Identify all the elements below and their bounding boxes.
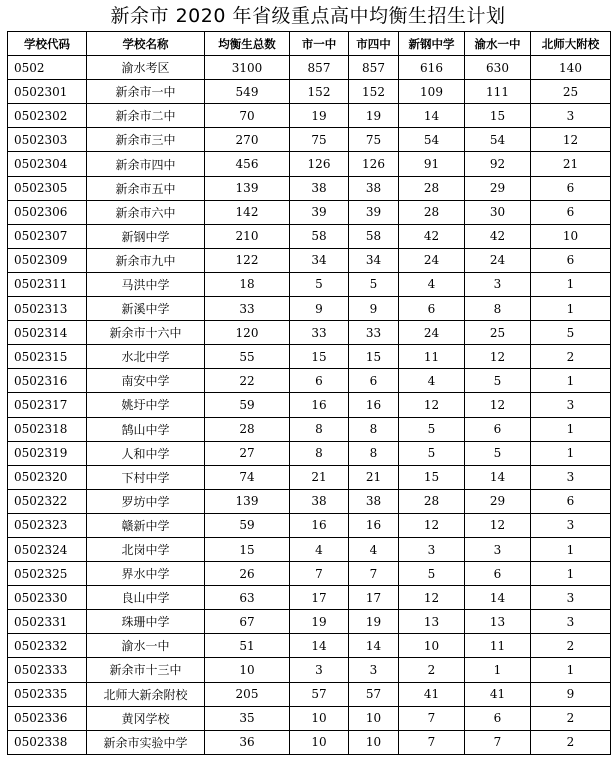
cell-total: 26	[205, 562, 290, 586]
cell-total: 3100	[205, 56, 290, 80]
cell-total: 22	[205, 369, 290, 393]
cell-bnu-affiliated: 6	[531, 489, 611, 513]
cell-yushui-no1: 14	[465, 465, 531, 489]
cell-yushui-no1: 7	[465, 730, 531, 754]
cell-total: 51	[205, 634, 290, 658]
table-row	[8, 417, 611, 441]
cell-school-code: 0502314	[8, 321, 87, 345]
cell-school-name: 新钢中学	[87, 224, 205, 248]
cell-total: 15	[205, 537, 290, 561]
cell-yushui-no1: 3	[465, 537, 531, 561]
cell-xingang: 12	[399, 586, 465, 610]
cell-school-code: 0502303	[8, 128, 87, 152]
cell-bnu-affiliated: 1	[531, 562, 611, 586]
cell-xingang: 28	[399, 200, 465, 224]
cell-city-no1: 19	[290, 610, 349, 634]
cell-school-name: 南安中学	[87, 369, 205, 393]
cell-xingang: 24	[399, 321, 465, 345]
cell-total: 36	[205, 730, 290, 754]
cell-total: 74	[205, 465, 290, 489]
cell-yushui-no1: 13	[465, 610, 531, 634]
cell-school-code: 0502309	[8, 248, 87, 272]
table-row	[8, 513, 611, 537]
cell-school-name: 马洪中学	[87, 272, 205, 296]
cell-bnu-affiliated: 3	[531, 513, 611, 537]
cell-school-name: 珠珊中学	[87, 610, 205, 634]
cell-bnu-affiliated: 6	[531, 176, 611, 200]
cell-city-no1: 15	[290, 345, 349, 369]
cell-yushui-no1: 1	[465, 658, 531, 682]
cell-city-no4: 38	[349, 176, 399, 200]
table-row	[8, 200, 611, 224]
cell-xingang: 7	[399, 706, 465, 730]
cell-city-no4: 57	[349, 682, 399, 706]
cell-bnu-affiliated: 1	[531, 272, 611, 296]
cell-school-code: 0502317	[8, 393, 87, 417]
cell-city-no4: 152	[349, 80, 399, 104]
header-city-no4: 市四中	[349, 32, 399, 56]
header-yushui-no1: 渝水一中	[465, 32, 531, 56]
cell-xingang: 4	[399, 272, 465, 296]
cell-city-no1: 33	[290, 321, 349, 345]
cell-total: 120	[205, 321, 290, 345]
cell-yushui-no1: 25	[465, 321, 531, 345]
cell-city-no1: 21	[290, 465, 349, 489]
cell-school-code: 0502333	[8, 658, 87, 682]
cell-school-name: 鹄山中学	[87, 417, 205, 441]
cell-city-no4: 58	[349, 224, 399, 248]
table-row	[8, 128, 611, 152]
cell-city-no1: 8	[290, 441, 349, 465]
table-row	[8, 345, 611, 369]
cell-school-name: 新余市五中	[87, 176, 205, 200]
cell-yushui-no1: 30	[465, 200, 531, 224]
header-xingang: 新钢中学	[399, 32, 465, 56]
cell-bnu-affiliated: 1	[531, 441, 611, 465]
cell-yushui-no1: 5	[465, 441, 531, 465]
cell-bnu-affiliated: 3	[531, 610, 611, 634]
cell-xingang: 13	[399, 610, 465, 634]
table-header-row	[8, 32, 611, 56]
cell-total: 35	[205, 706, 290, 730]
cell-xingang: 54	[399, 128, 465, 152]
cell-xingang: 15	[399, 465, 465, 489]
cell-yushui-no1: 42	[465, 224, 531, 248]
cell-city-no4: 3	[349, 658, 399, 682]
cell-yushui-no1: 54	[465, 128, 531, 152]
cell-city-no1: 152	[290, 80, 349, 104]
cell-city-no1: 14	[290, 634, 349, 658]
header-school-name: 学校名称	[87, 32, 205, 56]
cell-bnu-affiliated: 12	[531, 128, 611, 152]
cell-school-code: 0502338	[8, 730, 87, 754]
cell-school-code: 0502306	[8, 200, 87, 224]
cell-school-name: 人和中学	[87, 441, 205, 465]
cell-total: 28	[205, 417, 290, 441]
cell-yushui-no1: 111	[465, 80, 531, 104]
cell-total: 10	[205, 658, 290, 682]
cell-xingang: 11	[399, 345, 465, 369]
cell-total: 139	[205, 489, 290, 513]
cell-city-no4: 34	[349, 248, 399, 272]
table-row	[8, 489, 611, 513]
cell-city-no1: 57	[290, 682, 349, 706]
cell-school-code: 0502322	[8, 489, 87, 513]
cell-school-code: 0502330	[8, 586, 87, 610]
cell-xingang: 41	[399, 682, 465, 706]
cell-city-no4: 39	[349, 200, 399, 224]
cell-city-no4: 19	[349, 610, 399, 634]
cell-school-name: 姚圩中学	[87, 393, 205, 417]
cell-city-no1: 10	[290, 730, 349, 754]
cell-school-code: 0502307	[8, 224, 87, 248]
table-row	[8, 682, 611, 706]
cell-school-name: 新余市六中	[87, 200, 205, 224]
cell-yushui-no1: 6	[465, 562, 531, 586]
table-row	[8, 441, 611, 465]
cell-school-code: 0502335	[8, 682, 87, 706]
cell-city-no4: 38	[349, 489, 399, 513]
cell-total: 55	[205, 345, 290, 369]
cell-city-no1: 857	[290, 56, 349, 80]
cell-xingang: 7	[399, 730, 465, 754]
cell-city-no1: 9	[290, 297, 349, 321]
cell-city-no4: 75	[349, 128, 399, 152]
cell-city-no4: 16	[349, 513, 399, 537]
table-row	[8, 586, 611, 610]
cell-school-code: 0502331	[8, 610, 87, 634]
cell-bnu-affiliated: 21	[531, 152, 611, 176]
cell-city-no4: 17	[349, 586, 399, 610]
table-row	[8, 562, 611, 586]
cell-city-no4: 7	[349, 562, 399, 586]
cell-school-name: 北岗中学	[87, 537, 205, 561]
cell-city-no4: 126	[349, 152, 399, 176]
cell-yushui-no1: 14	[465, 586, 531, 610]
header-total: 均衡生总数	[205, 32, 290, 56]
cell-total: 27	[205, 441, 290, 465]
cell-city-no4: 21	[349, 465, 399, 489]
header-school-code: 学校代码	[8, 32, 87, 56]
cell-xingang: 12	[399, 513, 465, 537]
cell-city-no4: 33	[349, 321, 399, 345]
cell-school-code: 0502301	[8, 80, 87, 104]
cell-city-no1: 3	[290, 658, 349, 682]
cell-yushui-no1: 6	[465, 417, 531, 441]
cell-school-name: 新余市四中	[87, 152, 205, 176]
table-row	[8, 706, 611, 730]
cell-xingang: 6	[399, 297, 465, 321]
table-row	[8, 104, 611, 128]
cell-school-code: 0502336	[8, 706, 87, 730]
table-row	[8, 152, 611, 176]
cell-yushui-no1: 12	[465, 345, 531, 369]
cell-school-code: 0502	[8, 56, 87, 80]
cell-total: 70	[205, 104, 290, 128]
header-city-no1: 市一中	[290, 32, 349, 56]
table-row	[8, 634, 611, 658]
cell-city-no4: 857	[349, 56, 399, 80]
cell-school-code: 0502304	[8, 152, 87, 176]
cell-school-name: 新余市十六中	[87, 321, 205, 345]
cell-total: 139	[205, 176, 290, 200]
cell-city-no4: 16	[349, 393, 399, 417]
cell-xingang: 5	[399, 417, 465, 441]
cell-yushui-no1: 41	[465, 682, 531, 706]
cell-city-no4: 10	[349, 730, 399, 754]
cell-bnu-affiliated: 6	[531, 200, 611, 224]
cell-school-name: 新余市九中	[87, 248, 205, 272]
cell-total: 142	[205, 200, 290, 224]
cell-bnu-affiliated: 10	[531, 224, 611, 248]
cell-city-no4: 10	[349, 706, 399, 730]
cell-yushui-no1: 12	[465, 393, 531, 417]
cell-yushui-no1: 12	[465, 513, 531, 537]
cell-yushui-no1: 3	[465, 272, 531, 296]
table-row	[8, 272, 611, 296]
cell-bnu-affiliated: 2	[531, 730, 611, 754]
cell-total: 63	[205, 586, 290, 610]
cell-bnu-affiliated: 2	[531, 345, 611, 369]
cell-school-code: 0502318	[8, 417, 87, 441]
cell-school-name: 良山中学	[87, 586, 205, 610]
cell-xingang: 3	[399, 537, 465, 561]
cell-yushui-no1: 92	[465, 152, 531, 176]
cell-city-no1: 38	[290, 176, 349, 200]
cell-school-code: 0502316	[8, 369, 87, 393]
table-row	[8, 297, 611, 321]
table-row	[8, 658, 611, 682]
cell-school-name: 新余市一中	[87, 80, 205, 104]
cell-school-code: 0502324	[8, 537, 87, 561]
cell-city-no4: 19	[349, 104, 399, 128]
table-row	[8, 610, 611, 634]
cell-school-name: 黄冈学校	[87, 706, 205, 730]
cell-school-code: 0502325	[8, 562, 87, 586]
cell-city-no4: 4	[349, 537, 399, 561]
cell-school-code: 0502323	[8, 513, 87, 537]
cell-yushui-no1: 6	[465, 706, 531, 730]
cell-city-no4: 8	[349, 417, 399, 441]
cell-xingang: 4	[399, 369, 465, 393]
cell-city-no1: 5	[290, 272, 349, 296]
cell-xingang: 42	[399, 224, 465, 248]
table-body	[8, 56, 611, 755]
header-bnu-affiliated: 北师大附校	[531, 32, 611, 56]
cell-city-no1: 8	[290, 417, 349, 441]
cell-total: 549	[205, 80, 290, 104]
cell-school-name: 下村中学	[87, 465, 205, 489]
cell-school-name: 渝水一中	[87, 634, 205, 658]
cell-bnu-affiliated: 1	[531, 537, 611, 561]
table-row	[8, 176, 611, 200]
cell-bnu-affiliated: 2	[531, 634, 611, 658]
cell-city-no1: 10	[290, 706, 349, 730]
table-row	[8, 248, 611, 272]
cell-school-code: 0502313	[8, 297, 87, 321]
cell-total: 33	[205, 297, 290, 321]
cell-city-no1: 16	[290, 513, 349, 537]
cell-school-code: 0502315	[8, 345, 87, 369]
cell-bnu-affiliated: 6	[531, 248, 611, 272]
cell-school-code: 0502319	[8, 441, 87, 465]
cell-city-no1: 34	[290, 248, 349, 272]
cell-city-no1: 39	[290, 200, 349, 224]
cell-school-code: 0502311	[8, 272, 87, 296]
cell-xingang: 5	[399, 562, 465, 586]
cell-bnu-affiliated: 3	[531, 393, 611, 417]
cell-city-no1: 17	[290, 586, 349, 610]
cell-total: 210	[205, 224, 290, 248]
cell-city-no1: 38	[290, 489, 349, 513]
cell-xingang: 616	[399, 56, 465, 80]
cell-total: 270	[205, 128, 290, 152]
cell-yushui-no1: 5	[465, 369, 531, 393]
cell-total: 205	[205, 682, 290, 706]
cell-school-name: 新余市实验中学	[87, 730, 205, 754]
cell-xingang: 91	[399, 152, 465, 176]
cell-city-no1: 126	[290, 152, 349, 176]
cell-bnu-affiliated: 5	[531, 321, 611, 345]
cell-xingang: 28	[399, 489, 465, 513]
cell-total: 59	[205, 513, 290, 537]
cell-school-name: 新溪中学	[87, 297, 205, 321]
cell-xingang: 109	[399, 80, 465, 104]
cell-school-name: 北师大新余附校	[87, 682, 205, 706]
cell-bnu-affiliated: 2	[531, 706, 611, 730]
cell-school-name: 赣新中学	[87, 513, 205, 537]
cell-xingang: 24	[399, 248, 465, 272]
enrollment-plan-table	[7, 31, 611, 755]
cell-bnu-affiliated: 9	[531, 682, 611, 706]
cell-school-name: 新余市十三中	[87, 658, 205, 682]
cell-school-name: 界水中学	[87, 562, 205, 586]
table-row	[8, 369, 611, 393]
table-row	[8, 537, 611, 561]
cell-school-name: 水北中学	[87, 345, 205, 369]
cell-bnu-affiliated: 1	[531, 297, 611, 321]
cell-school-code: 0502302	[8, 104, 87, 128]
cell-city-no1: 7	[290, 562, 349, 586]
table-row	[8, 393, 611, 417]
cell-school-name: 罗坊中学	[87, 489, 205, 513]
cell-city-no4: 9	[349, 297, 399, 321]
cell-xingang: 12	[399, 393, 465, 417]
page-title: 新余市 2020 年省级重点高中均衡生招生计划	[110, 5, 506, 27]
cell-city-no4: 5	[349, 272, 399, 296]
cell-city-no4: 14	[349, 634, 399, 658]
cell-school-name: 渝水考区	[87, 56, 205, 80]
cell-bnu-affiliated: 140	[531, 56, 611, 80]
cell-bnu-affiliated: 3	[531, 586, 611, 610]
cell-bnu-affiliated: 3	[531, 465, 611, 489]
cell-bnu-affiliated: 1	[531, 417, 611, 441]
cell-yushui-no1: 8	[465, 297, 531, 321]
cell-school-name: 新余市三中	[87, 128, 205, 152]
cell-xingang: 14	[399, 104, 465, 128]
cell-city-no1: 4	[290, 537, 349, 561]
table-row	[8, 730, 611, 754]
cell-city-no1: 19	[290, 104, 349, 128]
cell-city-no1: 16	[290, 393, 349, 417]
cell-total: 18	[205, 272, 290, 296]
cell-bnu-affiliated: 3	[531, 104, 611, 128]
cell-school-name: 新余市二中	[87, 104, 205, 128]
table-row	[8, 224, 611, 248]
cell-school-code: 0502320	[8, 465, 87, 489]
cell-total: 67	[205, 610, 290, 634]
cell-city-no1: 75	[290, 128, 349, 152]
cell-city-no4: 8	[349, 441, 399, 465]
cell-xingang: 2	[399, 658, 465, 682]
cell-bnu-affiliated: 25	[531, 80, 611, 104]
cell-bnu-affiliated: 1	[531, 369, 611, 393]
cell-yushui-no1: 630	[465, 56, 531, 80]
cell-city-no4: 6	[349, 369, 399, 393]
table-row	[8, 56, 611, 80]
cell-yushui-no1: 11	[465, 634, 531, 658]
cell-yushui-no1: 24	[465, 248, 531, 272]
cell-yushui-no1: 29	[465, 489, 531, 513]
cell-school-code: 0502305	[8, 176, 87, 200]
table-row	[8, 80, 611, 104]
cell-yushui-no1: 29	[465, 176, 531, 200]
cell-yushui-no1: 15	[465, 104, 531, 128]
cell-xingang: 10	[399, 634, 465, 658]
cell-xingang: 28	[399, 176, 465, 200]
cell-total: 122	[205, 248, 290, 272]
cell-total: 59	[205, 393, 290, 417]
cell-city-no1: 6	[290, 369, 349, 393]
cell-total: 456	[205, 152, 290, 176]
cell-school-code: 0502332	[8, 634, 87, 658]
cell-bnu-affiliated: 1	[531, 658, 611, 682]
table-row	[8, 465, 611, 489]
cell-city-no1: 58	[290, 224, 349, 248]
table-row	[8, 321, 611, 345]
cell-xingang: 5	[399, 441, 465, 465]
cell-city-no4: 15	[349, 345, 399, 369]
